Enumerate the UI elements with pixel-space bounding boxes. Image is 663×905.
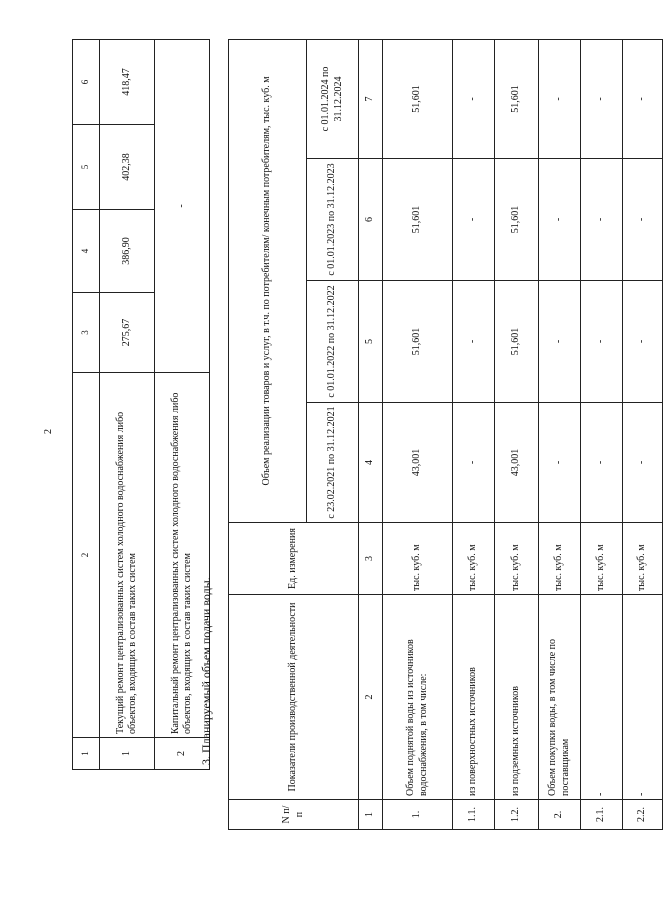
col-num-1: 1 bbox=[73, 738, 100, 770]
cell-value: - bbox=[623, 39, 663, 158]
table-row bbox=[100, 40, 155, 770]
header-period: с 01.01.2022 по 31.12.2022 bbox=[307, 281, 359, 403]
table-colnum-row bbox=[359, 39, 383, 829]
row-name: из подземных источников bbox=[495, 595, 539, 800]
col-num: 3 bbox=[359, 523, 383, 595]
row-number: 1.1. bbox=[453, 800, 495, 830]
cell-value: - bbox=[581, 159, 623, 281]
col-num-3: 3 bbox=[73, 293, 100, 373]
row-number: 1 bbox=[100, 738, 155, 770]
row-number: 2. bbox=[539, 800, 581, 830]
col-num: 7 bbox=[359, 39, 383, 158]
page-number: 2 bbox=[43, 429, 54, 434]
cell-value: - bbox=[623, 159, 663, 281]
table-maintenance bbox=[72, 39, 210, 770]
cell-value: - bbox=[539, 281, 581, 403]
table-row bbox=[581, 39, 623, 829]
cell-value: 51,601 bbox=[495, 281, 539, 403]
cell-value: - bbox=[623, 403, 663, 523]
table-row bbox=[495, 39, 539, 829]
cell-value: 51,601 bbox=[383, 39, 453, 158]
header-period: с 01.01.2024 по 31.12.2024 bbox=[307, 39, 359, 158]
cell-value: 43,001 bbox=[383, 403, 453, 523]
cell-value: - bbox=[581, 403, 623, 523]
cell-value: - bbox=[539, 403, 581, 523]
row-unit: тыс. куб. м bbox=[495, 523, 539, 595]
col-num: 6 bbox=[359, 159, 383, 281]
row-name: Капитальный ремонт централизованных систем холодного водоснабжения либо объектов, входящих в состав таких систем bbox=[155, 373, 210, 738]
cell-value: 51,601 bbox=[495, 159, 539, 281]
table-header-row bbox=[73, 40, 100, 770]
row-name: Текущий ремонт централизованных систем холодного водоснабжения либо объектов, входящих в состав таких систем bbox=[100, 373, 155, 738]
row-unit: тыс. куб. м bbox=[623, 523, 663, 595]
cell-value: - bbox=[453, 281, 495, 403]
header-period: с 23.02.2021 по 31.12.2021 bbox=[307, 403, 359, 523]
row-name: - bbox=[581, 595, 623, 800]
row-number: 2 bbox=[155, 738, 210, 770]
header-unit: Ед. измерения bbox=[229, 523, 359, 595]
header-number: N п/п bbox=[229, 800, 359, 830]
cell-value: 418,47 bbox=[100, 40, 155, 125]
cell-value: 43,001 bbox=[495, 403, 539, 523]
row-name: - bbox=[623, 595, 663, 800]
col-num-6: 6 bbox=[73, 40, 100, 125]
col-num-2: 2 bbox=[73, 373, 100, 738]
cell-value: - bbox=[539, 39, 581, 158]
row-unit: тыс. куб. м bbox=[453, 523, 495, 595]
row-number: 2.1. bbox=[581, 800, 623, 830]
col-num: 4 bbox=[359, 403, 383, 523]
cell-value: - bbox=[453, 159, 495, 281]
col-num: 1 bbox=[359, 800, 383, 830]
cell-value: - bbox=[581, 39, 623, 158]
cell-value: - bbox=[581, 281, 623, 403]
cell-value: 51,601 bbox=[495, 39, 539, 158]
cell-value: 51,601 bbox=[383, 159, 453, 281]
table-header-row bbox=[229, 39, 307, 829]
section-title: 3. Планируемый объем подачи воды. bbox=[199, 577, 213, 765]
cell-value: 51,601 bbox=[383, 281, 453, 403]
cell-merged: - bbox=[155, 40, 210, 373]
row-number: 2.2. bbox=[623, 800, 663, 830]
cell-value: 386,90 bbox=[100, 210, 155, 293]
col-num-5: 5 bbox=[73, 125, 100, 210]
cell-value: - bbox=[539, 159, 581, 281]
row-name: Объем поднятой воды из источников водоснабжения, в том числе: bbox=[383, 595, 453, 800]
table-row bbox=[453, 39, 495, 829]
cell-value: - bbox=[453, 39, 495, 158]
header-period: с 01.01.2023 по 31.12.2023 bbox=[307, 159, 359, 281]
row-unit: тыс. куб. м bbox=[383, 523, 453, 595]
table-row bbox=[623, 39, 663, 829]
row-number: 1. bbox=[383, 800, 453, 830]
table-row bbox=[383, 39, 453, 829]
row-unit: тыс. куб. м bbox=[539, 523, 581, 595]
cell-value: - bbox=[623, 281, 663, 403]
col-num: 2 bbox=[359, 595, 383, 800]
row-name: из поверхностных источников bbox=[453, 595, 495, 800]
cell-value: 275,67 bbox=[100, 293, 155, 373]
cell-value: 402,38 bbox=[100, 125, 155, 210]
row-number: 1.2. bbox=[495, 800, 539, 830]
col-num: 5 bbox=[359, 281, 383, 403]
row-unit: тыс. куб. м bbox=[581, 523, 623, 595]
table-row bbox=[539, 39, 581, 829]
table-water-supply bbox=[228, 39, 663, 830]
col-num-4: 4 bbox=[73, 210, 100, 293]
header-volume: Объем реализации товаров и услуг, в т.ч. по потребителям/ конечным потребителям, тыс. куб. м bbox=[229, 39, 307, 522]
row-name: Объем покупки воды, в том числе по поставщикам bbox=[539, 595, 581, 800]
cell-value: - bbox=[453, 403, 495, 523]
header-indicator: Показатели производственной деятельности bbox=[229, 595, 359, 800]
